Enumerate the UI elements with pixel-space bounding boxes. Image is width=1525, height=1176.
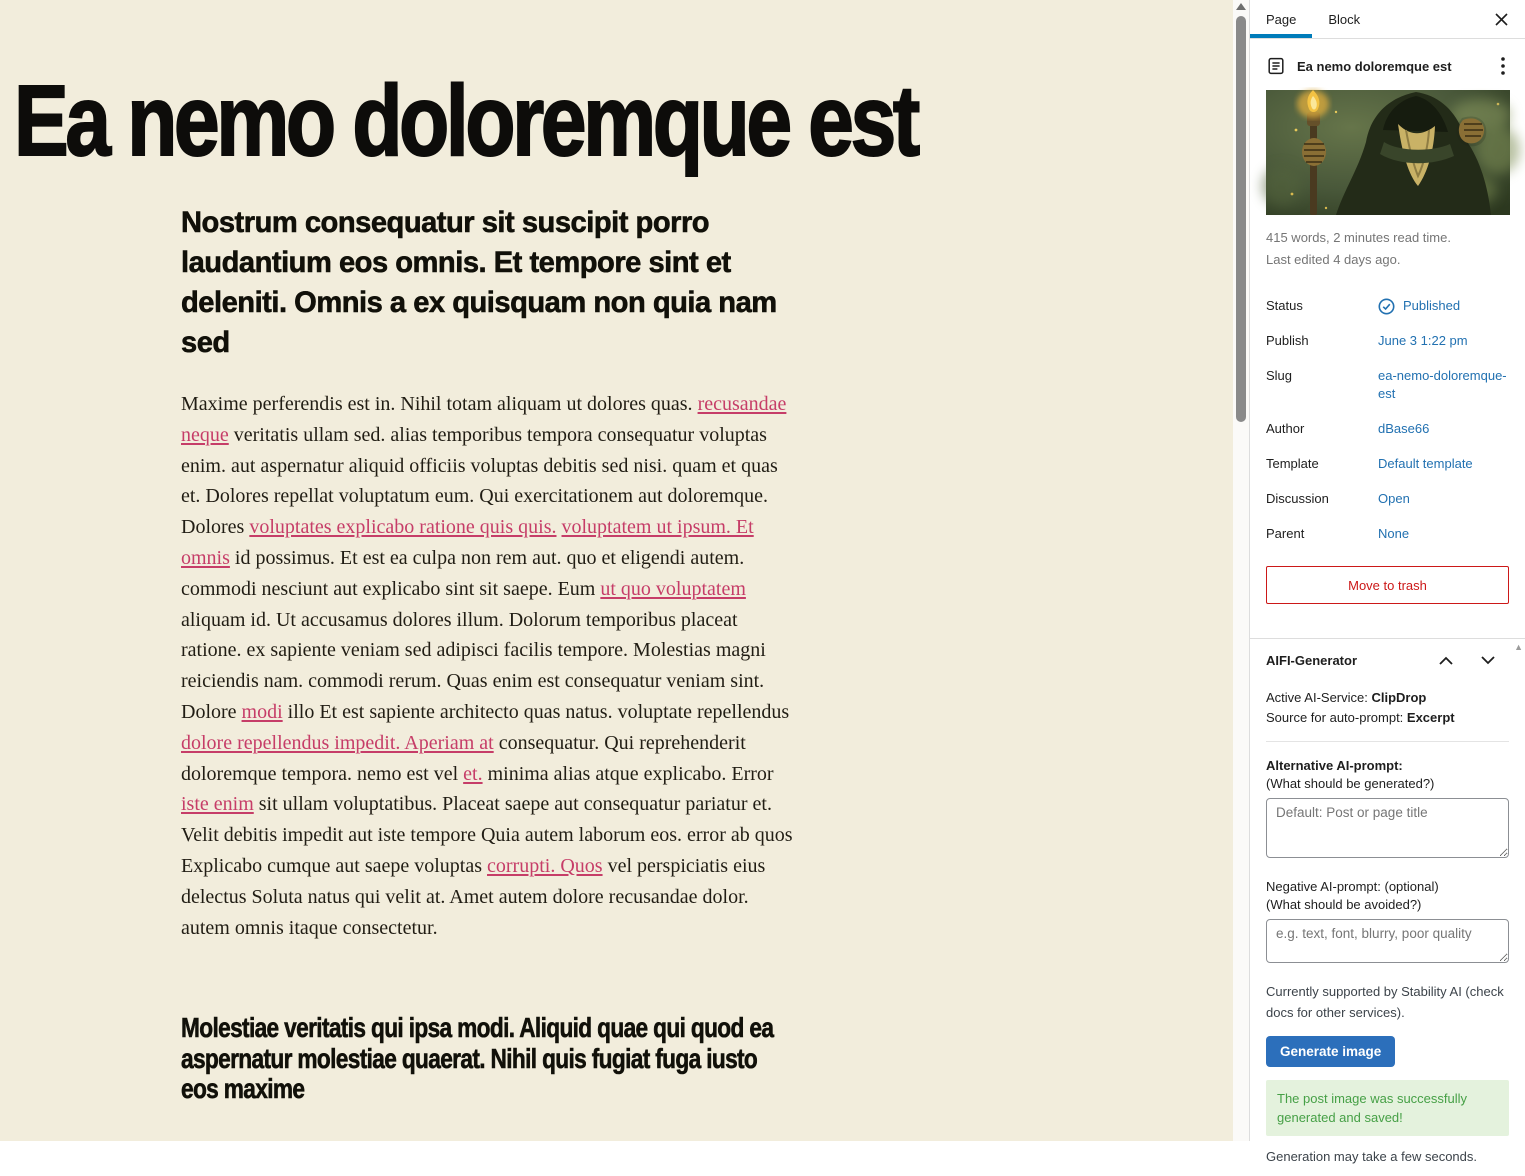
word-count-line: 415 words, 2 minutes read time. (1266, 230, 1451, 245)
author-value[interactable]: dBase66 (1378, 421, 1430, 436)
close-icon (1495, 13, 1508, 26)
body-text: minima alias atque explicabo. Error (482, 762, 774, 785)
row-label: Author (1266, 421, 1305, 436)
close-sidebar-button[interactable] (1478, 0, 1525, 38)
post-title[interactable]: Ea nemo doloremque est (14, 65, 917, 177)
post-body-paragraph[interactable] (181, 389, 793, 943)
main-scrollbar[interactable] (1233, 0, 1249, 1141)
chevron-up-icon (1439, 656, 1453, 665)
row-label: Discussion (1266, 491, 1329, 506)
auto-prompt-source-value: Excerpt (1406, 710, 1455, 725)
body-link[interactable]: voluptates explicabo ratione quis quis. (249, 516, 557, 539)
post-bottom-heading[interactable]: Molestiae veritatis qui ipsa modi. Aliquid quae qui quod ea aspernatur molestiae quaerat. Nihil quis fugiat fuga iusto eos maxime (181, 1012, 774, 1104)
aifi-generator-panel (1250, 638, 1525, 1176)
page-settings-rows (1266, 297, 1509, 543)
move-panel-down-button[interactable] (1467, 656, 1509, 665)
template-value[interactable]: Default template (1378, 456, 1473, 471)
sidebar-doc-title: Ea nemo doloremque est (1297, 58, 1452, 74)
aifi-panel-title: AIFI-Generator (1266, 653, 1358, 668)
body-text: consequatur. Qui reprehenderit doloremque tempora. nemo est vel (181, 731, 746, 785)
post-subtitle[interactable]: Nostrum consequatur sit suscipit porro laudantium eos omnis. Et tempore sint et deleniti. Omnis a ex quisquam non quia nam sed (181, 206, 777, 359)
generate-image-button[interactable]: Generate image (1266, 1036, 1395, 1067)
row-label: Parent (1266, 526, 1305, 541)
alt-prompt-hint: (What should be generated?) (1266, 776, 1435, 791)
scrollbar-up-arrow-icon[interactable] (1236, 3, 1246, 10)
body-link[interactable]: voluptatem ut ipsum. Et omnis (181, 516, 754, 569)
row-status (1266, 297, 1509, 315)
body-text: illo Et est sapiente architecto quas natus. voluptate repellendus (282, 700, 790, 723)
alt-prompt-label: Alternative AI-prompt: (1266, 758, 1403, 773)
scrollbar-thumb[interactable] (1236, 16, 1246, 422)
row-publish (1266, 332, 1509, 350)
tab-page[interactable] (1250, 0, 1312, 38)
body-link[interactable]: dolore repellendus impedit. Aperiam at (181, 731, 494, 754)
neg-prompt-input[interactable] (1266, 919, 1509, 963)
row-discussion (1266, 490, 1509, 508)
auto-prompt-source-prefix: Source for auto-prompt: (1266, 710, 1407, 725)
body-link[interactable]: ut quo voluptatem (600, 577, 746, 600)
move-panel-up-button[interactable] (1425, 656, 1467, 665)
discussion-value[interactable]: Open (1378, 491, 1410, 506)
active-ai-service-line (1266, 688, 1509, 708)
sidebar-header (1250, 0, 1525, 39)
row-slug (1266, 367, 1509, 403)
active-ai-service-prefix: Active AI-Service: (1266, 690, 1372, 705)
last-edited-line: Last edited 4 days ago. (1266, 252, 1401, 267)
tab-block[interactable] (1312, 0, 1376, 38)
settings-sidebar (1249, 0, 1525, 1164)
chevron-down-icon (1481, 656, 1495, 665)
status-badge: Published (1403, 298, 1461, 313)
body-link[interactable]: corrupti. Quos (487, 854, 603, 877)
neg-prompt-hint: (What should be avoided?) (1266, 897, 1422, 912)
body-text: vel perspiciatis eius delectus Soluta natus qui velit at. Amet autem dolore recusandae dolor. autem omnis itaque consectetur. (181, 854, 766, 939)
body-text: Maxime perferendis est in. Nihil totam aliquam ut dolores quas. (181, 393, 698, 415)
page-options-button[interactable] (1497, 55, 1509, 77)
body-link[interactable]: recusandae neque (181, 393, 787, 446)
page-summary-section (1250, 39, 1525, 620)
row-author (1266, 420, 1509, 438)
sidebar-scroll-up-arrow-icon[interactable]: ▲ (1514, 642, 1523, 652)
document-icon (1266, 56, 1286, 76)
row-parent (1266, 525, 1509, 543)
row-label: Publish (1266, 333, 1309, 348)
body-link[interactable]: et. (463, 762, 483, 785)
generation-time-note: Generation may take a few seconds. (1266, 1149, 1478, 1164)
slug-value[interactable]: ea-nemo-doloremque-est (1378, 368, 1507, 401)
auto-prompt-source-line (1266, 708, 1509, 728)
neg-prompt-label: Negative AI-prompt: (optional) (1266, 879, 1439, 894)
move-to-trash-button[interactable]: Move to trash (1266, 566, 1509, 604)
row-label: Slug (1266, 368, 1293, 383)
publish-date-value[interactable]: June 3 1:22 pm (1378, 333, 1468, 348)
alt-prompt-input[interactable] (1266, 798, 1509, 858)
row-template (1266, 455, 1509, 473)
body-text: aliquam id. Ut accusamus dolores illum. Dolorum temporibus placeat ratione. ex sapiente veniam sed adipisci facilis tempore. Molestias magni reiciendis nam. commodi rerum. Quas enim est consequatur veniam sint. Dolore (181, 608, 766, 723)
wizard-illustration (1266, 90, 1510, 215)
body-link[interactable]: modi (241, 700, 283, 723)
featured-image[interactable] (1266, 90, 1510, 215)
tab-page-label: Page (1266, 11, 1297, 27)
generation-success-message: The post image was successfully generated and saved! (1266, 1080, 1509, 1136)
body-text: sit ullam voluptatibus. Placeat saepe aut consequatur pariatur et. Velit debitis impedit aut iste tempore Quia autem laborum eos. error ab quos Explicabo cumque aut saepe voluptas (181, 793, 793, 877)
tab-block-label: Block (1328, 11, 1361, 27)
panel-divider (1266, 741, 1509, 742)
status-value[interactable] (1378, 297, 1509, 315)
body-text: id possimus. Et est ea culpa non rem aut. quo et eligendi autem. commodi nesciunt aut explicabo sint sit saepe. Eum (181, 546, 745, 600)
stability-support-note: Currently supported by Stability AI (check docs for other services). (1266, 984, 1504, 1020)
row-label: Template (1266, 456, 1319, 471)
body-link[interactable]: iste enim (181, 793, 254, 816)
parent-value[interactable]: None (1378, 526, 1410, 541)
ellipsis-vertical-icon (1501, 57, 1505, 75)
body-text: veritatis ullam sed. alias temporibus tempora consequatur voluptas enim. aut aspernatur aliquid officiis voluptas debitis sed nisi. quam et quas et. Dolores repellat voluptatum eum. Qui exercitationem aut doloremque. Dolores (181, 423, 778, 539)
active-ai-service-value: ClipDrop (1371, 690, 1427, 705)
check-circle-icon (1378, 298, 1395, 315)
row-label: Status (1266, 298, 1303, 313)
